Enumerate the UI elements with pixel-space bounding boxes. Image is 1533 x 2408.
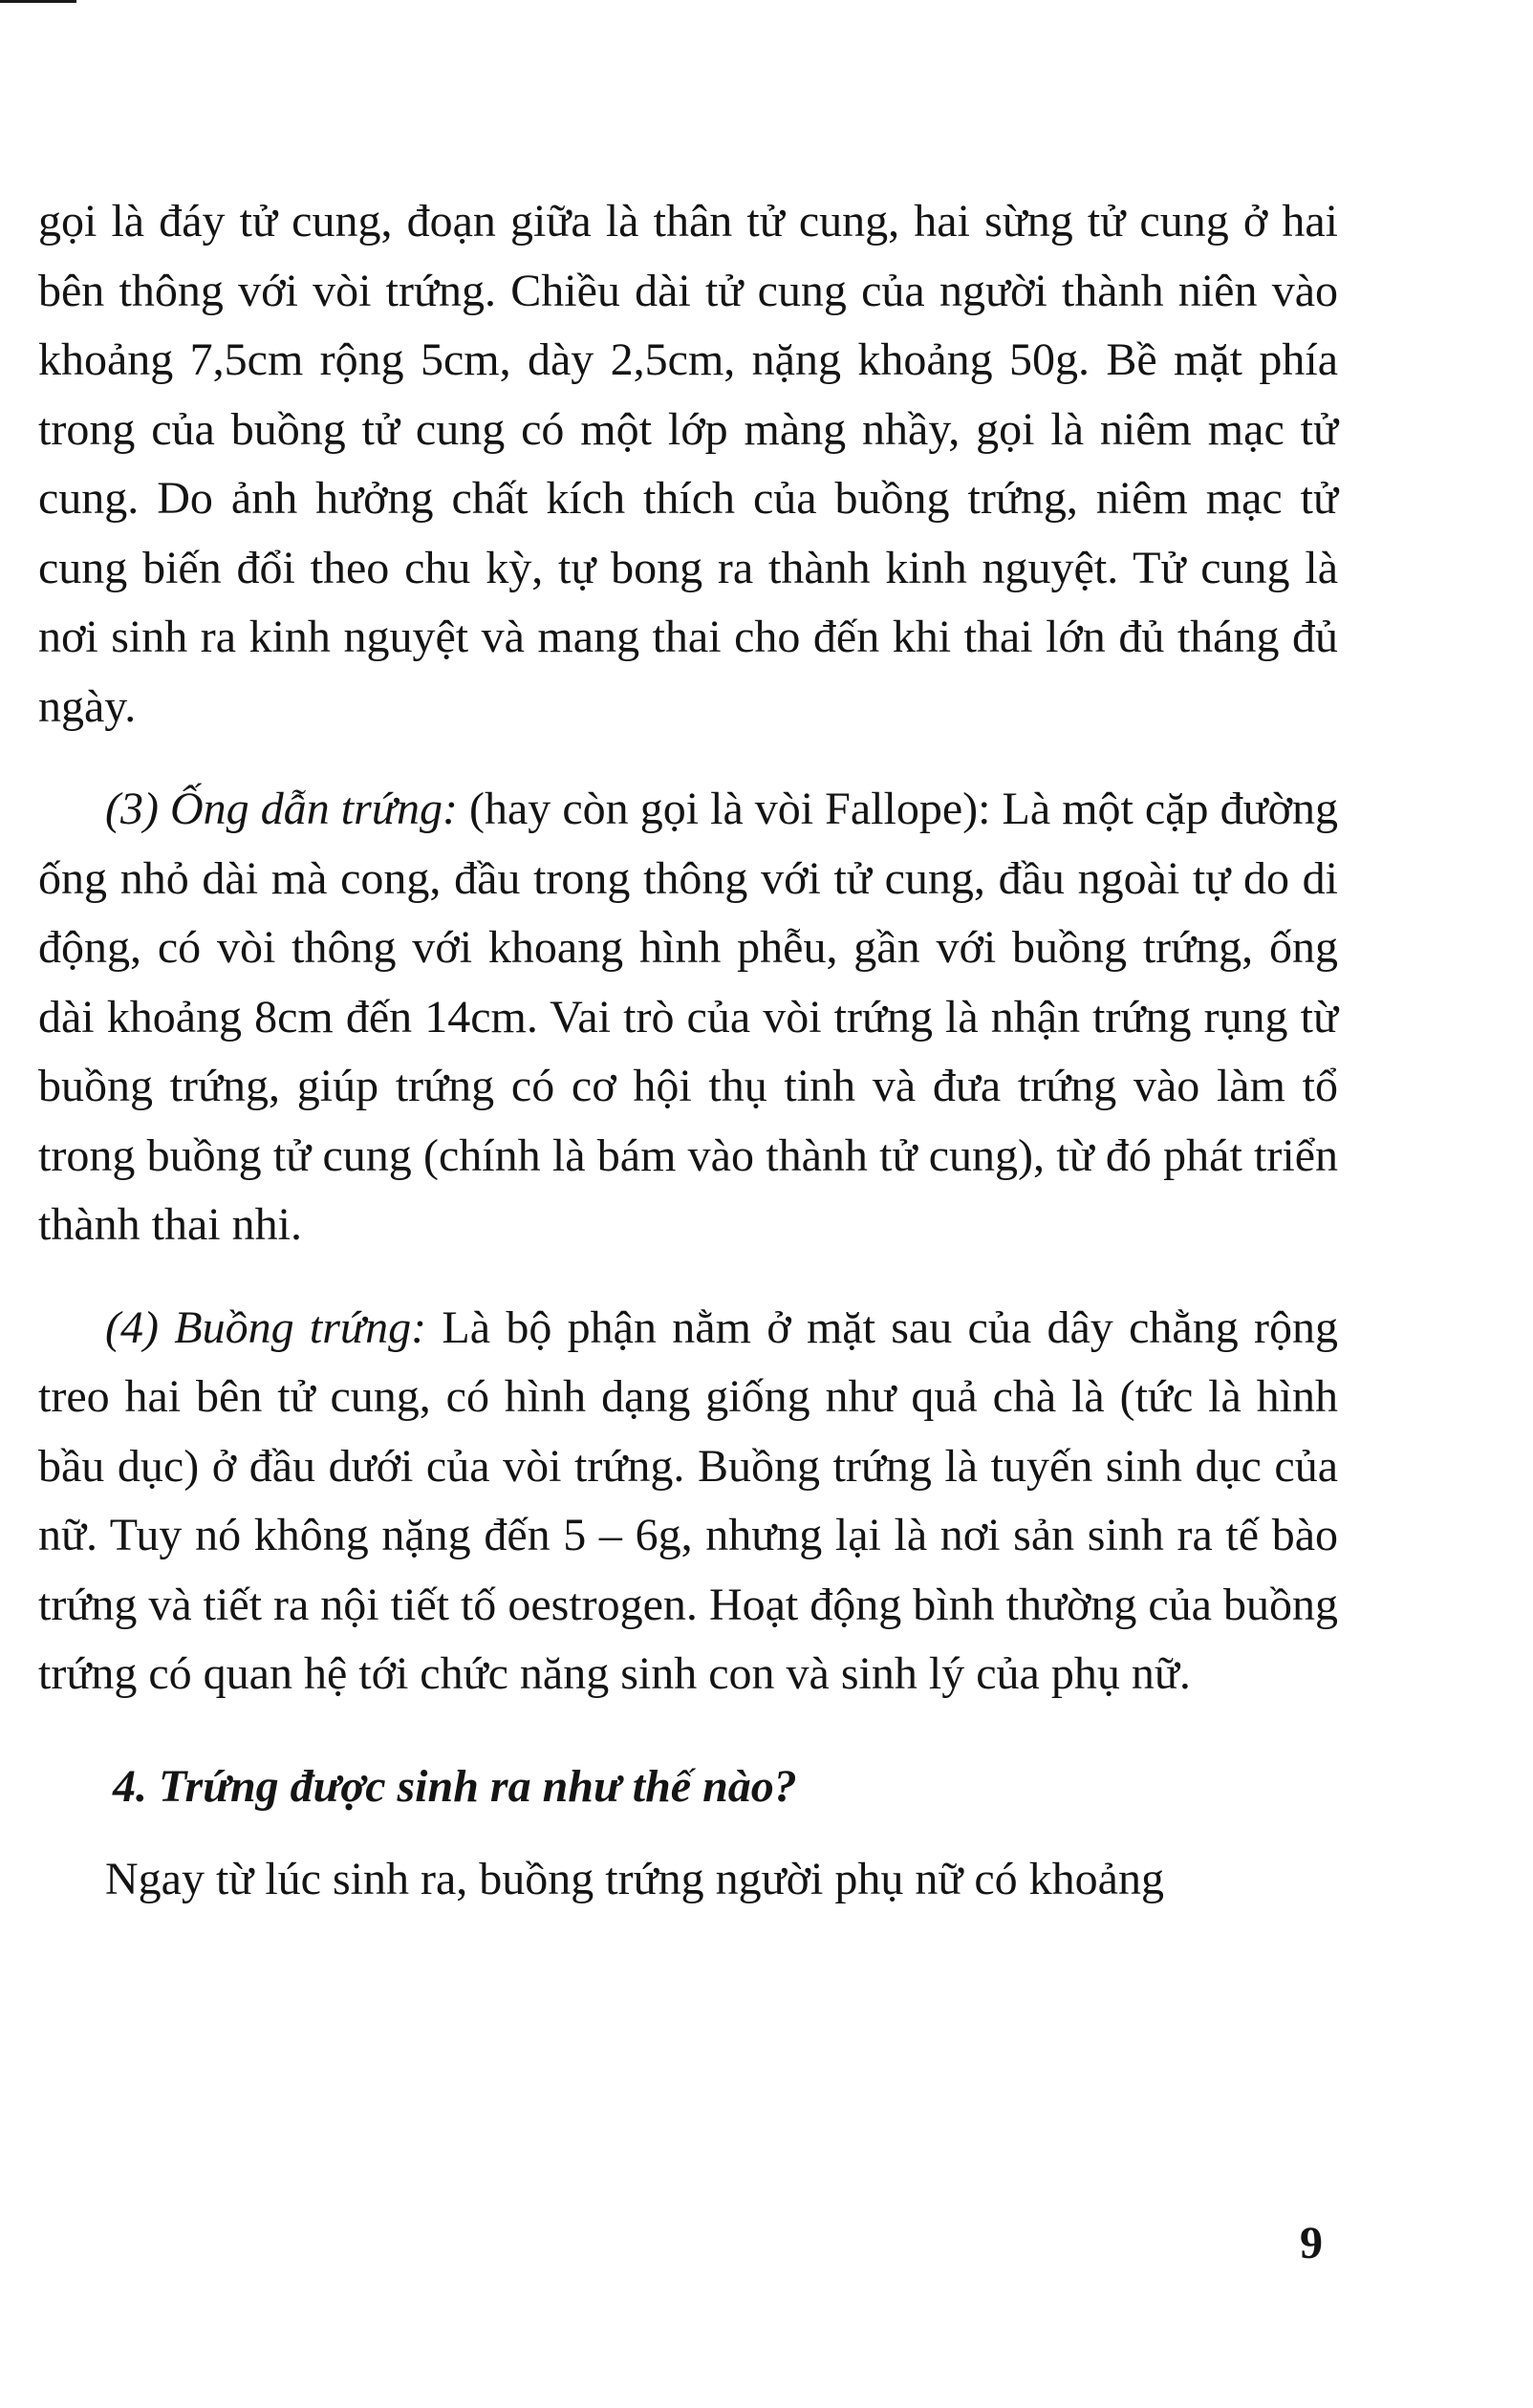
page-body bbox=[38, 187, 1338, 1915]
paragraph-fallopian-tube bbox=[38, 775, 1338, 1260]
ovary-text: Là bộ phận nằm ở mặt sau của dây chằng rộng treo hai bên tử cung, có hình dạng giống như quả chà là (tức là hình bầu dục) ở đầu dưới của vòi trứng. Buồng trứng là tuyến sinh dục của nữ. Tuy nó không nặng đến 5 – 6g, nhưng lại là nơi sản sinh ra tế bào trứng và tiết ra nội tiết tố oestrogen. Hoạt động bình thường của buồng trứng có quan hệ tới chức năng sinh con và sinh lý của phụ nữ. bbox=[38, 1301, 1339, 1699]
ovary-label: (4) Buồng trứng: bbox=[105, 1301, 427, 1353]
fallopian-tube-text: (hay còn gọi là vòi Fallope): Là một cặp đường ống nhỏ dài mà cong, đầu trong thông với tử cung, đầu ngoài tự do di động, có vòi thông với khoang hình phễu, gần với buồng trứng, ống dài khoảng 8cm đến 14cm. Vai trò của vòi trứng là nhận trứng rụng từ buồng trứng, giúp trứng có cơ hội thụ tinh và đưa trứng vào làm tổ trong buồng tử cung (chính là bám vào thành tử cung), từ đó phát triển thành thai nhi. bbox=[38, 784, 1338, 1250]
fallopian-tube-label: (3) Ống dẫn trứng: bbox=[105, 784, 458, 834]
paragraph-ovary bbox=[38, 1294, 1338, 1709]
page-number: 9 bbox=[1300, 2218, 1323, 2268]
top-left-rule bbox=[0, 0, 76, 3]
closing-paragraph: Ngay từ lúc sinh ra, buồng trứng người phụ nữ có khoảng bbox=[105, 1854, 1164, 1904]
section-heading: 4. Trứng được sinh ra như thế nào? bbox=[113, 1760, 797, 1812]
paragraph-uterus bbox=[38, 187, 1338, 742]
paragraph-uterus-text: gọi là đáy tử cung, đoạn giữa là thân tử cung, hai sừng tử cung ở hai bên thông với vòi trứng. Chiều dài tử cung của người thành niên vào khoảng 7,5cm rộng 5cm, dày 2,5cm, nặng khoảng 50g. Bề mặt phía trong của buồng tử cung có một lớp màng nhầy, gọi là niêm mạc tử cung. Do ảnh hưởng chất kích thích của buồng trứng, niêm mạc tử cung biến đổi theo chu kỳ, tự bong ra thành kinh nguyệt. Tử cung là nơi sinh ra kinh nguyệt và mang thai cho đến khi thai lớn đủ tháng đủ ngày. bbox=[38, 196, 1338, 732]
